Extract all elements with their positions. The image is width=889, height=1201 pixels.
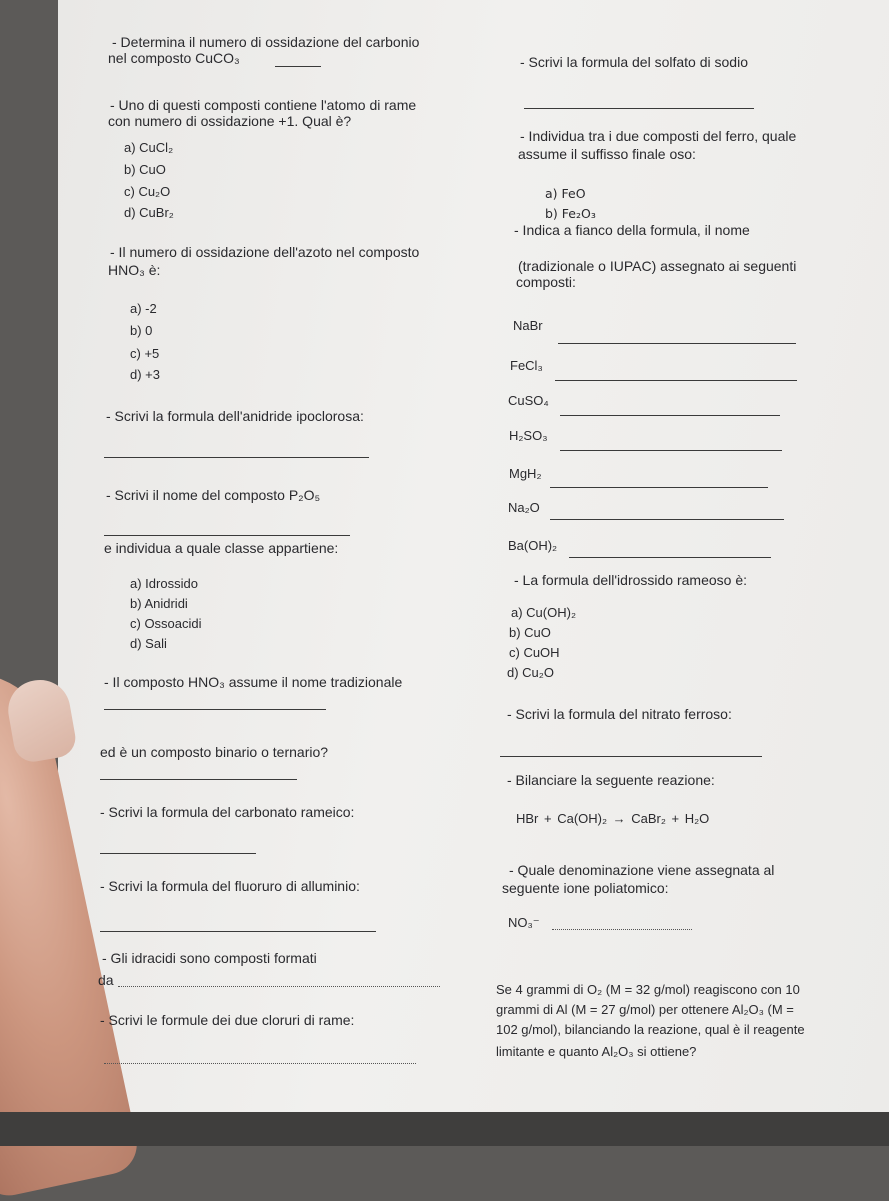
option-a[interactable]: a) Cu(OH)₂ xyxy=(511,605,576,620)
question-6-line-2: ed è un composto binario o ternario? xyxy=(100,744,329,760)
option-c[interactable]: c) Cu₂O xyxy=(124,184,171,199)
option-a[interactable]: a) -2 xyxy=(130,301,157,316)
option-b[interactable]: b) 0 xyxy=(130,323,153,338)
question-r7-line-1: - Quale denominazione viene assegnata al xyxy=(509,862,775,878)
answer-line[interactable] xyxy=(550,519,784,520)
compound-label: Ba(OH)₂ xyxy=(508,538,558,553)
option-c[interactable]: c) CuOH xyxy=(509,645,560,660)
question-3-line-2: HNO₃ è: xyxy=(108,262,161,278)
question-3-line-1: - Il numero di ossidazione dell'azoto nel composto xyxy=(110,244,420,260)
answer-line[interactable] xyxy=(569,557,771,558)
question-10: - Scrivi le formule dei due cloruri di rame: xyxy=(100,1012,355,1028)
question-9-line-1: - Gli idracidi sono composti formati xyxy=(102,950,317,966)
question-r5: - Scrivi la formula del nitrato ferroso: xyxy=(507,706,732,722)
answer-line[interactable] xyxy=(104,457,369,458)
compound-label: CuSO₄ xyxy=(508,393,549,408)
option-b[interactable]: b) Anidridi xyxy=(130,596,188,611)
question-5-line-2: e individua a quale classe appartiene: xyxy=(104,540,339,556)
question-2-line-1: - Uno di questi composti contiene l'atomo di rame xyxy=(110,97,417,113)
answer-line[interactable] xyxy=(552,929,692,930)
option-c[interactable]: c) Ossoacidi xyxy=(130,616,202,631)
question-8: - Scrivi la formula del fluoruro di alluminio: xyxy=(100,878,360,894)
answer-line[interactable] xyxy=(555,380,797,381)
question-r7-line-2: seguente ione poliatomico: xyxy=(502,880,669,896)
option-b[interactable]: b) CuO xyxy=(124,162,166,177)
answer-line[interactable] xyxy=(275,66,321,67)
answer-line[interactable] xyxy=(560,415,780,416)
question-1-line-2: nel composto CuCO₃ xyxy=(108,50,240,66)
question-r1: - Scrivi la formula del solfato di sodio xyxy=(520,54,748,70)
problem-line-1: Se 4 grammi di O₂ (M = 32 g/mol) reagiscono con 10 xyxy=(496,982,800,997)
background-surface xyxy=(0,1112,889,1146)
problem-line-4: limitante e quanto Al₂O₃ si ottiene? xyxy=(496,1044,697,1059)
option-b[interactable]: b) CuO xyxy=(509,625,551,640)
option-c[interactable]: c) +5 xyxy=(130,346,160,361)
answer-line[interactable] xyxy=(104,535,350,536)
option-b[interactable]: b) Fe₂O₃ xyxy=(545,206,596,221)
answer-line[interactable] xyxy=(100,931,376,932)
problem-line-2: grammi di Al (M = 27 g/mol) per ottenere Al₂O₃ (M = xyxy=(496,1002,794,1017)
answer-line[interactable] xyxy=(500,756,762,757)
option-d[interactable]: d) CuBr₂ xyxy=(124,205,174,220)
option-a[interactable]: a) FeO xyxy=(545,186,586,201)
question-6-line-1: - Il composto HNO₃ assume il nome tradizionale xyxy=(104,674,403,690)
reaction-equation: HBr + Ca(OH)₂ → CaBr₂ + H₂O xyxy=(516,811,710,826)
option-d[interactable]: d) +3 xyxy=(130,367,160,382)
option-d[interactable]: d) Cu₂O xyxy=(507,665,554,680)
question-r2-line-1: - Individua tra i due composti del ferro, quale xyxy=(520,128,797,144)
question-1-line-1: - Determina il numero di ossidazione del carbonio xyxy=(112,34,420,50)
question-5-line-1: - Scrivi il nome del composto P₂O₅ xyxy=(106,487,321,503)
compound-label: MgH₂ xyxy=(509,466,542,481)
ion-formula: NO₃⁻ xyxy=(508,915,540,930)
question-r6: - Bilanciare la seguente reazione: xyxy=(507,772,715,788)
answer-line[interactable] xyxy=(104,709,326,710)
answer-line[interactable] xyxy=(558,343,796,344)
question-r2-line-2: assume il suffisso finale oso: xyxy=(518,146,696,162)
option-a[interactable]: a) Idrossido xyxy=(130,576,198,591)
option-a[interactable]: a) CuCl₂ xyxy=(124,140,174,155)
compound-label: H₂SO₃ xyxy=(509,428,548,443)
question-2-line-2: con numero di ossidazione +1. Qual è? xyxy=(108,113,352,129)
answer-line[interactable] xyxy=(100,853,256,854)
answer-line[interactable] xyxy=(100,779,297,780)
problem-line-3: 102 g/mol), bilanciando la reazione, qual è il reagente xyxy=(496,1022,805,1037)
question-r3-line-2: (tradizionale o IUPAC) assegnato ai seguenti xyxy=(518,258,797,274)
compound-label: NaBr xyxy=(513,318,543,333)
answer-line[interactable] xyxy=(560,450,782,451)
question-r3-line-3: composti: xyxy=(516,274,576,290)
question-4: - Scrivi la formula dell'anidride ipoclorosa: xyxy=(106,408,364,424)
answer-line[interactable] xyxy=(524,108,754,109)
answer-line[interactable] xyxy=(118,986,440,987)
question-7: - Scrivi la formula del carbonato rameico: xyxy=(100,804,355,820)
answer-line[interactable] xyxy=(550,487,768,488)
question-r4: - La formula dell'idrossido rameoso è: xyxy=(514,572,748,588)
question-9-line-2: da xyxy=(98,972,114,988)
question-r3-line-1: - Indica a fianco della formula, il nome xyxy=(514,222,750,238)
compound-label: Na₂O xyxy=(508,500,540,515)
option-d[interactable]: d) Sali xyxy=(130,636,167,651)
answer-line[interactable] xyxy=(104,1063,416,1064)
compound-label: FeCl₃ xyxy=(510,358,543,373)
